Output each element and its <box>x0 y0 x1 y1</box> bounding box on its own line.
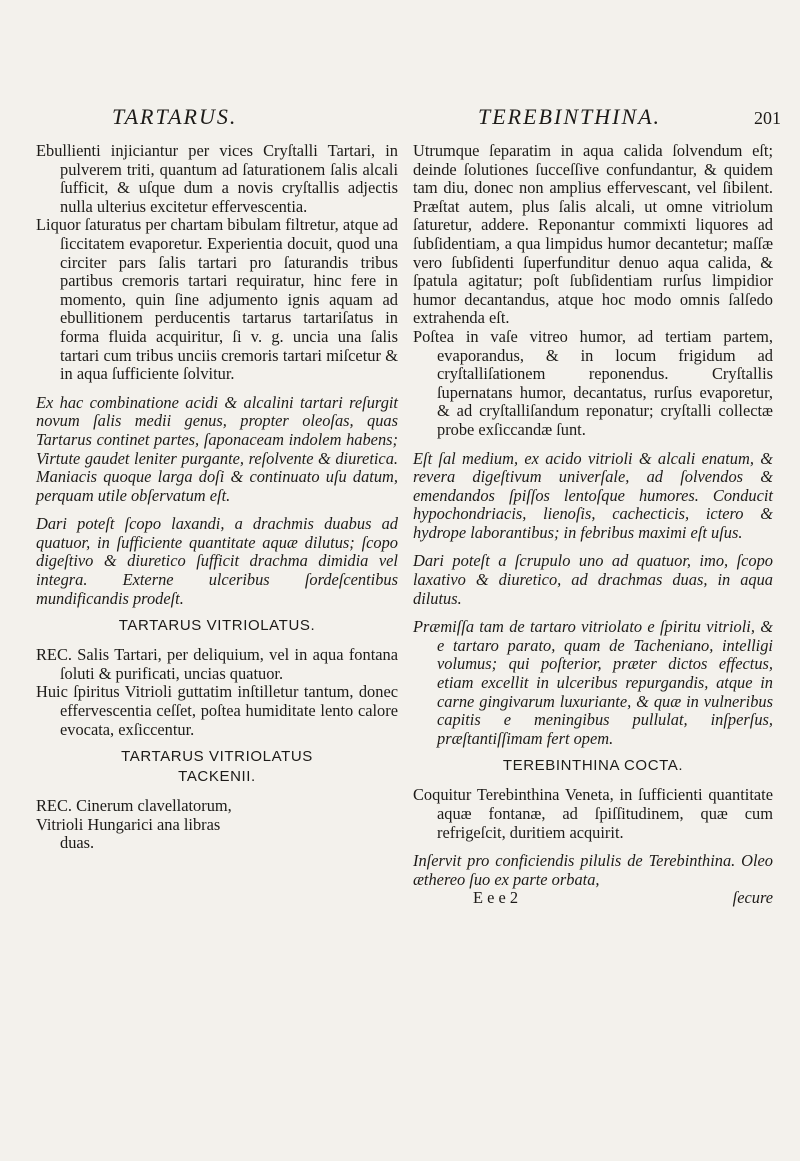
catchword: ſecure <box>732 888 773 908</box>
paragraph-utrumque: Utrumque ſeparatim in aqua calida ſolvendum eſt; deinde ſolutiones ſucceſſive confundantur, & quidem tam diu, donec non amplius effervescant, vel ſibilent. Præſtat autem, plus ſalis alcali, ut omne vitriolum ſaturetur, addere. Reponantur commixti liquores ad ſubſidentiam, a qua limpidus humor decantetur; maſſæ vero ſubſidenti ſuperfunditur denuo aqua calida, & ſpatula agitatur; poſt ſubſidentiam rurſus limpidior humor decantandus, atque hoc modo omnis ſalſedo extrahenda eſt. <box>413 141 773 328</box>
heading-terebinthina-cocta: TEREBINTHINA COCTA. <box>502 757 684 775</box>
recipe-salis-tartari: REC. Salis Tartari, per deliquium, vel in aqua fontana ſoluti & purificati, uncias quatuor. <box>36 645 398 683</box>
paragraph-ex-hac-combinatione: Ex hac combinatione acidi & alcalini tartari reſurgit novum ſalis medii genus, propter oleoſas, quas Tartarus continet partes, ſaponaceam indolem habens; Virtute gaudet leniter purgante, reſolvente & diuretica. Maniacis quoque larga doſi & continuato uſu datum, perquam utile obſervatum eſt. <box>36 392 398 505</box>
paragraph-liquor-saturatus: Liquor ſaturatus per chartam bibulam filtretur, atque ad ſiccitatem evaporetur. Experientia docuit, quod una circiter pars ſalis tartari pro ſaturandis tribus partibus cremoris tartari requiratur, hinc fere in momento, quin ſine adjumento ignis aquam ad ebullitionem perducentis tartarus tartariſatus in forma fluida acquiritur, ſi v. g. uncia una ſalis tartari cum tribus unciis cremoris tartari miſcetur & in aqua ſufficiente ſolvitur. <box>36 215 398 384</box>
heading-tartarus-vitriolatus: TARTARUS VITRIOLATUS. <box>118 617 316 635</box>
paragraph-postea: Poſtea in vaſe vitreo humor, ad tertiam partem, evaporandus, & in locum frigidum ad cryſtalliſationem reponendus. Cryſtallis ſupernatans humor, decantatus, rurſus evaporetur, & ad cryſtalliſandum reponatur; cryſtalli collectæ probe exſiccandæ ſunt. <box>413 326 773 439</box>
paragraph-coquitur: Coquitur Terebinthina Veneta, in ſufficienti quantitate aquæ fontanæ, ad ſpiſſitudinem, quæ cum refrigeſcit, duritiem acquirit. <box>413 785 773 842</box>
running-head-left: TARTARUS. <box>112 104 238 129</box>
running-head-right: TEREBINTHINA. <box>478 104 662 129</box>
left-column <box>36 142 398 853</box>
paragraph-ebullienti: Ebullienti injiciantur per vices Cryſtalli Tartari, in pulverem triti, quantum ad ſaturationem ſalis alcali ſufficit, & uſque dum a novis cryſtallis adjectis nulla ulterius excitetur effervescentia. <box>36 141 398 216</box>
paragraph-dari-potest-scrupulo: Dari poteſt a ſcrupulo uno ad quatuor, imo, ſcopo laxativo & diuretico, ad drachmas duas, in aqua dilutus. <box>413 551 773 608</box>
recipe-cinerum-line3: duas. <box>60 833 95 853</box>
paragraph-dari-potest: Dari poteſt ſcopo laxandi, a drachmis duabus ad quatuor, in ſufficiente quantitate aquæ dilutus; ſcopo digeſtivo & diuretico ſufficit drachma dimidia vel integra. Externe ulceribus ſordeſcentibus mundificandis prodeſt. <box>36 514 398 608</box>
right-column <box>413 142 773 908</box>
page-number: 201 <box>754 108 781 128</box>
paragraph-huic-spiritus: Huic ſpiritus Vitrioli guttatim inſtilletur tantum, donec effervescentia ceſſet, poſtea humiditate lento calore evocata, exſiccentur. <box>36 682 398 739</box>
signature-mark: E e e 2 <box>473 888 519 908</box>
paragraph-praemissa: Præmiſſa tam de tartaro vitriolato e ſpiritu vitrioli, & e tartaro parato, quam de Tacheniano, intelligi volumus; qui poſterior, præter dictos effectus, etiam excellit in ulceribus repurgandis, atque in carne gingivarum luxuriante, & quæ in vulneribus capitis e meningibus pullulat, inſperſus, præſtantiſſimam fert opem. <box>413 617 773 748</box>
recipe-cinerum-line2: Vitrioli Hungarici ana libras <box>36 814 221 834</box>
heading-tartarus-tackenii-line1: TARTARUS VITRIOLATUS <box>121 748 313 766</box>
recipe-cinerum-line1: REC. Cinerum clavellatorum, <box>36 796 232 816</box>
paragraph-est-sal-medium: Eſt ſal medium, ex acido vitrioli & alcali enatum, & revera digeſtivum univerſale, ad ſolvendos & emendandos ſpiſſos lentoſque humores. Conducit hypochondriacis, lienoſis, cachecticis, ictero & hydrope laborantibus; in febribus maximi eſt uſus. <box>413 448 773 542</box>
heading-tartarus-tackenii-line2: TACKENII. <box>178 768 256 786</box>
page-footer <box>413 889 773 908</box>
heading-tartarus-tackenii <box>36 747 398 787</box>
paragraph-inservit: Inſervit pro conficiendis pilulis de Terebinthina. Oleo æthereo ſuo ex parte orbata, <box>413 851 773 889</box>
